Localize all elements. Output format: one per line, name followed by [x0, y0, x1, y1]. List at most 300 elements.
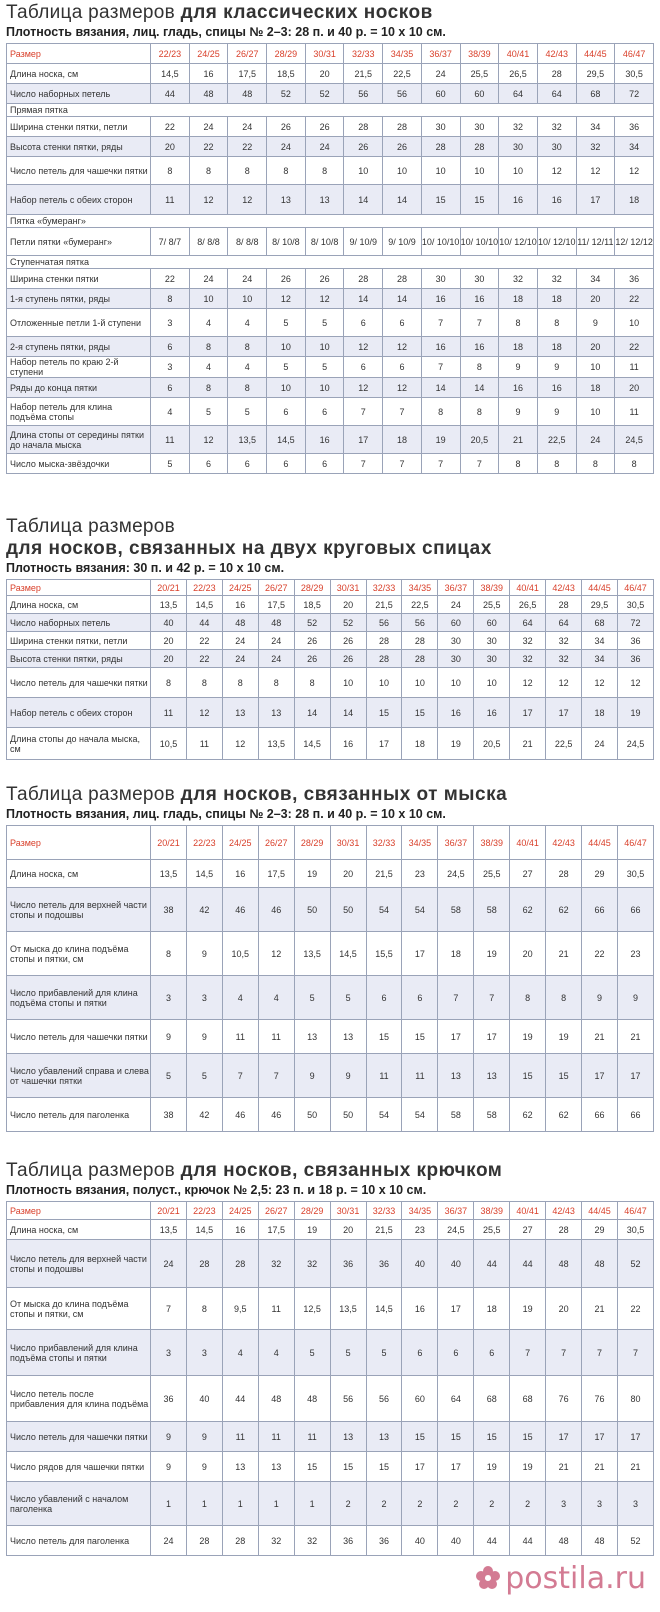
value-cell: 34 [615, 137, 654, 157]
value-cell: 66 [617, 1098, 653, 1132]
value-cell: 24 [189, 117, 228, 137]
row-label: Набор петель с обеих сторон [7, 185, 151, 215]
table-row [7, 117, 654, 137]
value-cell: 44 [510, 1526, 546, 1556]
value-cell: 7 [421, 454, 460, 474]
value-cell: 40 [186, 1376, 222, 1422]
size-header-cell: 26/27 [228, 44, 267, 64]
value-cell: 8 [228, 157, 267, 185]
value-cell: 32 [546, 650, 582, 668]
value-cell: 7 [421, 309, 460, 337]
value-cell: 11 [222, 1422, 258, 1452]
value-cell: 29,5 [576, 64, 615, 84]
value-cell: 36 [366, 1526, 402, 1556]
value-cell: 26 [305, 269, 344, 289]
value-cell: 7 [258, 1054, 294, 1098]
value-cell: 30 [460, 117, 499, 137]
value-cell: 36 [617, 650, 653, 668]
value-cell: 5 [366, 1330, 402, 1376]
value-cell: 7 [546, 1330, 582, 1376]
value-cell: 9/ 10/9 [344, 228, 383, 256]
value-cell: 72 [617, 614, 653, 632]
value-cell: 18 [576, 378, 615, 398]
value-cell: 11 [186, 728, 222, 760]
value-cell: 7 [582, 1330, 618, 1376]
group-label: Прямая пятка [7, 104, 654, 117]
value-cell: 10 [402, 668, 438, 698]
value-cell: 46 [258, 1098, 294, 1132]
value-cell: 19 [294, 860, 330, 888]
value-cell: 21 [582, 1020, 618, 1054]
value-cell: 11 [258, 1288, 294, 1330]
size-header-cell: 24/25 [189, 44, 228, 64]
value-cell: 24 [151, 1526, 187, 1556]
size-header-cell: 36/37 [438, 580, 474, 596]
value-cell: 16 [421, 337, 460, 357]
size-header-cell: 46/47 [617, 1202, 653, 1220]
value-cell: 7 [151, 1288, 187, 1330]
value-cell: 64 [510, 614, 546, 632]
value-cell: 15 [366, 698, 402, 728]
value-cell: 18 [537, 337, 576, 357]
size-header-cell: 34/35 [402, 1202, 438, 1220]
value-cell: 25,5 [474, 860, 510, 888]
value-cell: 14,5 [186, 1220, 222, 1240]
size-header-cell: 44/45 [582, 580, 618, 596]
value-cell: 60 [460, 84, 499, 104]
value-cell: 34 [576, 117, 615, 137]
value-cell: 8 [222, 668, 258, 698]
row-label: Ширина стенки пятки, петли [7, 632, 151, 650]
value-cell: 5 [267, 309, 306, 337]
value-cell: 8 [189, 378, 228, 398]
value-cell: 10 [366, 668, 402, 698]
value-cell: 12 [383, 337, 422, 357]
value-cell: 36 [615, 117, 654, 137]
value-cell: 15 [438, 1422, 474, 1452]
value-cell: 24 [151, 1240, 187, 1288]
table-row [7, 1422, 654, 1452]
value-cell: 46 [258, 888, 294, 932]
value-cell: 21,5 [366, 860, 402, 888]
value-cell: 5 [186, 1054, 222, 1098]
table-group-row [7, 256, 654, 269]
value-cell: 40 [151, 614, 187, 632]
table-row [7, 1054, 654, 1098]
value-cell: 28 [537, 64, 576, 84]
value-cell: 15 [460, 185, 499, 215]
value-cell: 15 [474, 1422, 510, 1452]
value-cell: 30 [460, 269, 499, 289]
table-row [7, 1098, 654, 1132]
value-cell: 13 [474, 1054, 510, 1098]
value-cell: 16 [499, 378, 538, 398]
size-header-cell: 32/33 [344, 44, 383, 64]
value-cell: 18 [499, 337, 538, 357]
value-cell: 22,5 [383, 64, 422, 84]
value-cell: 17 [438, 1452, 474, 1482]
row-label: От мыска до клина подъёма стопы и пятки, см [7, 932, 151, 976]
value-cell: 18 [474, 1288, 510, 1330]
value-cell: 56 [402, 614, 438, 632]
value-cell: 10 [615, 309, 654, 337]
value-cell: 36 [617, 632, 653, 650]
value-cell: 6 [383, 357, 422, 378]
table-row [7, 650, 654, 668]
size-header-cell: 30/31 [330, 826, 366, 860]
value-cell: 22 [151, 269, 190, 289]
value-cell: 3 [151, 976, 187, 1020]
table-row [7, 1020, 654, 1054]
value-cell: 6 [151, 378, 190, 398]
row-label: Набор петель для клина подъёма стопы [7, 398, 151, 426]
table-row [7, 454, 654, 474]
value-cell: 20 [576, 337, 615, 357]
value-cell: 68 [576, 84, 615, 104]
section-title: Таблица размеров для носков, связанных на двух круговых спицах [6, 516, 492, 559]
value-cell: 66 [582, 1098, 618, 1132]
value-cell: 8 [186, 1288, 222, 1330]
value-cell: 11 [151, 185, 190, 215]
row-label: Длина носка, см [7, 64, 151, 84]
value-cell: 24 [576, 426, 615, 454]
value-cell: 21,5 [366, 1220, 402, 1240]
value-cell: 32 [258, 1526, 294, 1556]
size-header-cell: 44/45 [582, 1202, 618, 1220]
value-cell: 16 [460, 337, 499, 357]
value-cell: 10/ 10/10 [421, 228, 460, 256]
value-cell: 3 [582, 1482, 618, 1526]
value-cell: 54 [366, 888, 402, 932]
table-row [7, 309, 654, 337]
value-cell: 5 [305, 357, 344, 378]
value-cell: 5 [151, 1054, 187, 1098]
table-row [7, 398, 654, 426]
row-label: Число петель после прибавления для клина подъёма [7, 1376, 151, 1422]
value-cell: 15 [330, 1452, 366, 1482]
value-cell: 12 [582, 668, 618, 698]
row-label: Число петель для верхней части стопы и подошвы [7, 888, 151, 932]
value-cell: 9 [499, 357, 538, 378]
size-header-cell: 38/39 [460, 44, 499, 64]
value-cell: 28 [186, 1526, 222, 1556]
value-cell: 13 [438, 1054, 474, 1098]
value-cell: 32 [294, 1526, 330, 1556]
value-cell: 58 [474, 1098, 510, 1132]
row-label: От мыска до клина подъёма стопы и пятки, см [7, 1288, 151, 1330]
row-label: Число мыска-звёздочки [7, 454, 151, 474]
value-cell: 17 [438, 1288, 474, 1330]
value-cell: 8/ 10/8 [305, 228, 344, 256]
value-cell: 19 [294, 1220, 330, 1240]
value-cell: 36 [615, 269, 654, 289]
size-table [6, 43, 654, 474]
value-cell: 1 [222, 1482, 258, 1526]
table-row [7, 84, 654, 104]
value-cell: 76 [582, 1376, 618, 1422]
value-cell: 10 [189, 289, 228, 309]
value-cell: 6 [189, 454, 228, 474]
value-cell: 24,5 [615, 426, 654, 454]
value-cell: 20 [330, 1220, 366, 1240]
value-cell: 12 [576, 157, 615, 185]
value-cell: 14,5 [186, 860, 222, 888]
value-cell: 8 [151, 668, 187, 698]
value-cell: 58 [438, 888, 474, 932]
table-row [7, 1482, 654, 1526]
table-row [7, 1288, 654, 1330]
value-cell: 22,5 [537, 426, 576, 454]
value-cell: 13 [366, 1422, 402, 1452]
value-cell: 68 [582, 614, 618, 632]
value-cell: 17 [546, 1422, 582, 1452]
value-cell: 4 [228, 309, 267, 337]
value-cell: 11 [402, 1054, 438, 1098]
value-cell: 54 [402, 1098, 438, 1132]
value-cell: 26 [344, 137, 383, 157]
value-cell: 6 [474, 1330, 510, 1376]
value-cell: 10 [305, 337, 344, 357]
value-cell: 12 [258, 932, 294, 976]
value-cell: 10 [460, 157, 499, 185]
value-cell: 21 [582, 1452, 618, 1482]
value-cell: 48 [189, 84, 228, 104]
table-row [7, 596, 654, 614]
value-cell: 1 [294, 1482, 330, 1526]
size-header-cell: 32/33 [366, 1202, 402, 1220]
value-cell: 15 [402, 1422, 438, 1452]
row-label: Набор петель с обеих сторон [7, 698, 151, 728]
value-cell: 21 [617, 1020, 653, 1054]
size-header-cell: 40/41 [510, 826, 546, 860]
value-cell: 17,5 [258, 860, 294, 888]
value-cell: 8 [151, 932, 187, 976]
size-header-cell: 24/25 [222, 826, 258, 860]
value-cell: 26 [294, 650, 330, 668]
value-cell: 16 [421, 289, 460, 309]
value-cell: 24 [421, 64, 460, 84]
value-cell: 14 [383, 185, 422, 215]
value-cell: 17 [510, 698, 546, 728]
section-subtitle: Плотность вязания, лиц. гладь, спицы № 2–3: 28 п. и 40 р. = 10 х 10 см. [6, 807, 446, 821]
row-label: Число убавлений с началом паголенка [7, 1482, 151, 1526]
value-cell: 8 [537, 309, 576, 337]
value-cell: 13 [222, 1452, 258, 1482]
table-row [7, 1330, 654, 1376]
value-cell: 9 [582, 976, 618, 1020]
value-cell: 8 [546, 976, 582, 1020]
size-header-cell: 26/27 [258, 826, 294, 860]
value-cell: 7 [460, 309, 499, 337]
value-cell: 5 [267, 357, 306, 378]
value-cell: 24 [438, 596, 474, 614]
value-cell: 15 [402, 1020, 438, 1054]
table-row [7, 228, 654, 256]
value-cell: 11 [258, 1422, 294, 1452]
value-cell: 17 [474, 1020, 510, 1054]
table-header-row [7, 44, 654, 64]
value-cell: 5 [330, 976, 366, 1020]
value-cell: 13 [258, 1452, 294, 1482]
value-cell: 4 [258, 1330, 294, 1376]
value-cell: 7 [383, 398, 422, 426]
value-cell: 22 [615, 337, 654, 357]
table-row [7, 357, 654, 378]
value-cell: 26,5 [510, 596, 546, 614]
value-cell: 16 [460, 289, 499, 309]
value-cell: 5 [294, 1330, 330, 1376]
value-cell: 17 [617, 1422, 653, 1452]
watermark-text: postila.ru [505, 1561, 646, 1596]
value-cell: 13 [294, 1020, 330, 1054]
value-cell: 18 [615, 185, 654, 215]
value-cell: 14,5 [151, 64, 190, 84]
value-cell: 19 [438, 728, 474, 760]
value-cell: 5 [305, 309, 344, 337]
value-cell: 24 [222, 632, 258, 650]
value-cell: 3 [617, 1482, 653, 1526]
table-row [7, 728, 654, 760]
value-cell: 8/ 8/8 [228, 228, 267, 256]
value-cell: 14 [421, 378, 460, 398]
table-group-row [7, 215, 654, 228]
section-subtitle: Плотность вязания, полуст., крючок № 2,5: 23 п. и 18 р. = 10 х 10 см. [6, 1183, 427, 1197]
table-row [7, 614, 654, 632]
value-cell: 20,5 [474, 728, 510, 760]
value-cell: 9 [186, 932, 222, 976]
value-cell: 8 [499, 309, 538, 337]
value-cell: 24 [258, 632, 294, 650]
value-cell: 23 [402, 1220, 438, 1240]
value-cell: 27 [510, 860, 546, 888]
value-cell: 36 [330, 1240, 366, 1288]
value-cell: 8 [305, 157, 344, 185]
value-cell: 52 [330, 614, 366, 632]
value-cell: 17 [582, 1422, 618, 1452]
value-cell: 30 [438, 650, 474, 668]
value-cell: 30,5 [617, 596, 653, 614]
value-cell: 52 [617, 1526, 653, 1556]
value-cell: 9 [576, 309, 615, 337]
value-cell: 48 [258, 1376, 294, 1422]
value-cell: 50 [294, 1098, 330, 1132]
row-label: Число петель для чашечки пятки [7, 157, 151, 185]
row-label: Ширина стенки пятки, петли [7, 117, 151, 137]
value-cell: 8 [151, 157, 190, 185]
size-header-cell: 44/45 [582, 826, 618, 860]
value-cell: 18,5 [294, 596, 330, 614]
value-cell: 17 [582, 1054, 618, 1098]
size-header-cell: 42/43 [546, 826, 582, 860]
value-cell: 48 [228, 84, 267, 104]
table-row [7, 157, 654, 185]
value-cell: 22 [186, 632, 222, 650]
header-label: Размер [7, 826, 151, 860]
value-cell: 13 [222, 698, 258, 728]
value-cell: 9 [330, 1054, 366, 1098]
value-cell: 26 [383, 137, 422, 157]
value-cell: 17,5 [258, 596, 294, 614]
value-cell: 10 [267, 337, 306, 357]
value-cell: 42 [186, 888, 222, 932]
value-cell: 21 [582, 1288, 618, 1330]
value-cell: 25,5 [474, 596, 510, 614]
row-label: Ширина стенки пятки [7, 269, 151, 289]
value-cell: 14,5 [330, 932, 366, 976]
value-cell: 11 [151, 426, 190, 454]
value-cell: 17 [576, 185, 615, 215]
value-cell: 24 [228, 269, 267, 289]
size-header-cell: 26/27 [258, 1202, 294, 1220]
table-row [7, 1240, 654, 1288]
value-cell: 44 [474, 1240, 510, 1288]
value-cell: 28 [344, 269, 383, 289]
value-cell: 48 [582, 1240, 618, 1288]
value-cell: 7 [383, 454, 422, 474]
value-cell: 5 [151, 454, 190, 474]
value-cell: 30 [499, 137, 538, 157]
value-cell: 22 [186, 650, 222, 668]
value-cell: 21,5 [366, 596, 402, 614]
watermark [475, 1561, 646, 1596]
value-cell: 26 [305, 117, 344, 137]
value-cell: 14 [344, 289, 383, 309]
value-cell: 13 [305, 185, 344, 215]
value-cell: 12 [222, 728, 258, 760]
value-cell: 9 [499, 398, 538, 426]
row-label: Набор петель по краю 2-й ступени [7, 357, 151, 378]
value-cell: 14,5 [267, 426, 306, 454]
value-cell: 60 [474, 614, 510, 632]
value-cell: 16 [222, 1220, 258, 1240]
value-cell: 12 [344, 378, 383, 398]
table-header-row [7, 1202, 654, 1220]
group-label: Пятка «бумеранг» [7, 215, 654, 228]
value-cell: 22 [617, 1288, 653, 1330]
value-cell: 64 [499, 84, 538, 104]
table-row [7, 378, 654, 398]
value-cell: 7 [438, 976, 474, 1020]
value-cell: 6 [267, 398, 306, 426]
value-cell: 6 [438, 1330, 474, 1376]
row-label: Высота стенки пятки, ряды [7, 137, 151, 157]
value-cell: 6 [228, 454, 267, 474]
value-cell: 9 [151, 1422, 187, 1452]
value-cell: 30 [421, 269, 460, 289]
value-cell: 10 [499, 157, 538, 185]
value-cell: 2 [402, 1482, 438, 1526]
size-header-cell: 30/31 [330, 580, 366, 596]
value-cell: 7 [344, 454, 383, 474]
value-cell: 30 [438, 632, 474, 650]
value-cell: 50 [294, 888, 330, 932]
group-label: Ступенчатая пятка [7, 256, 654, 269]
value-cell: 24,5 [617, 728, 653, 760]
value-cell: 1 [186, 1482, 222, 1526]
value-cell: 17 [402, 932, 438, 976]
table-row [7, 337, 654, 357]
value-cell: 20 [510, 932, 546, 976]
table-header-row [7, 580, 654, 596]
value-cell: 12 [617, 668, 653, 698]
value-cell: 24 [582, 728, 618, 760]
value-cell: 12 [546, 668, 582, 698]
value-cell: 26 [267, 269, 306, 289]
table-row [7, 137, 654, 157]
value-cell: 66 [617, 888, 653, 932]
value-cell: 15 [421, 185, 460, 215]
value-cell: 48 [582, 1526, 618, 1556]
